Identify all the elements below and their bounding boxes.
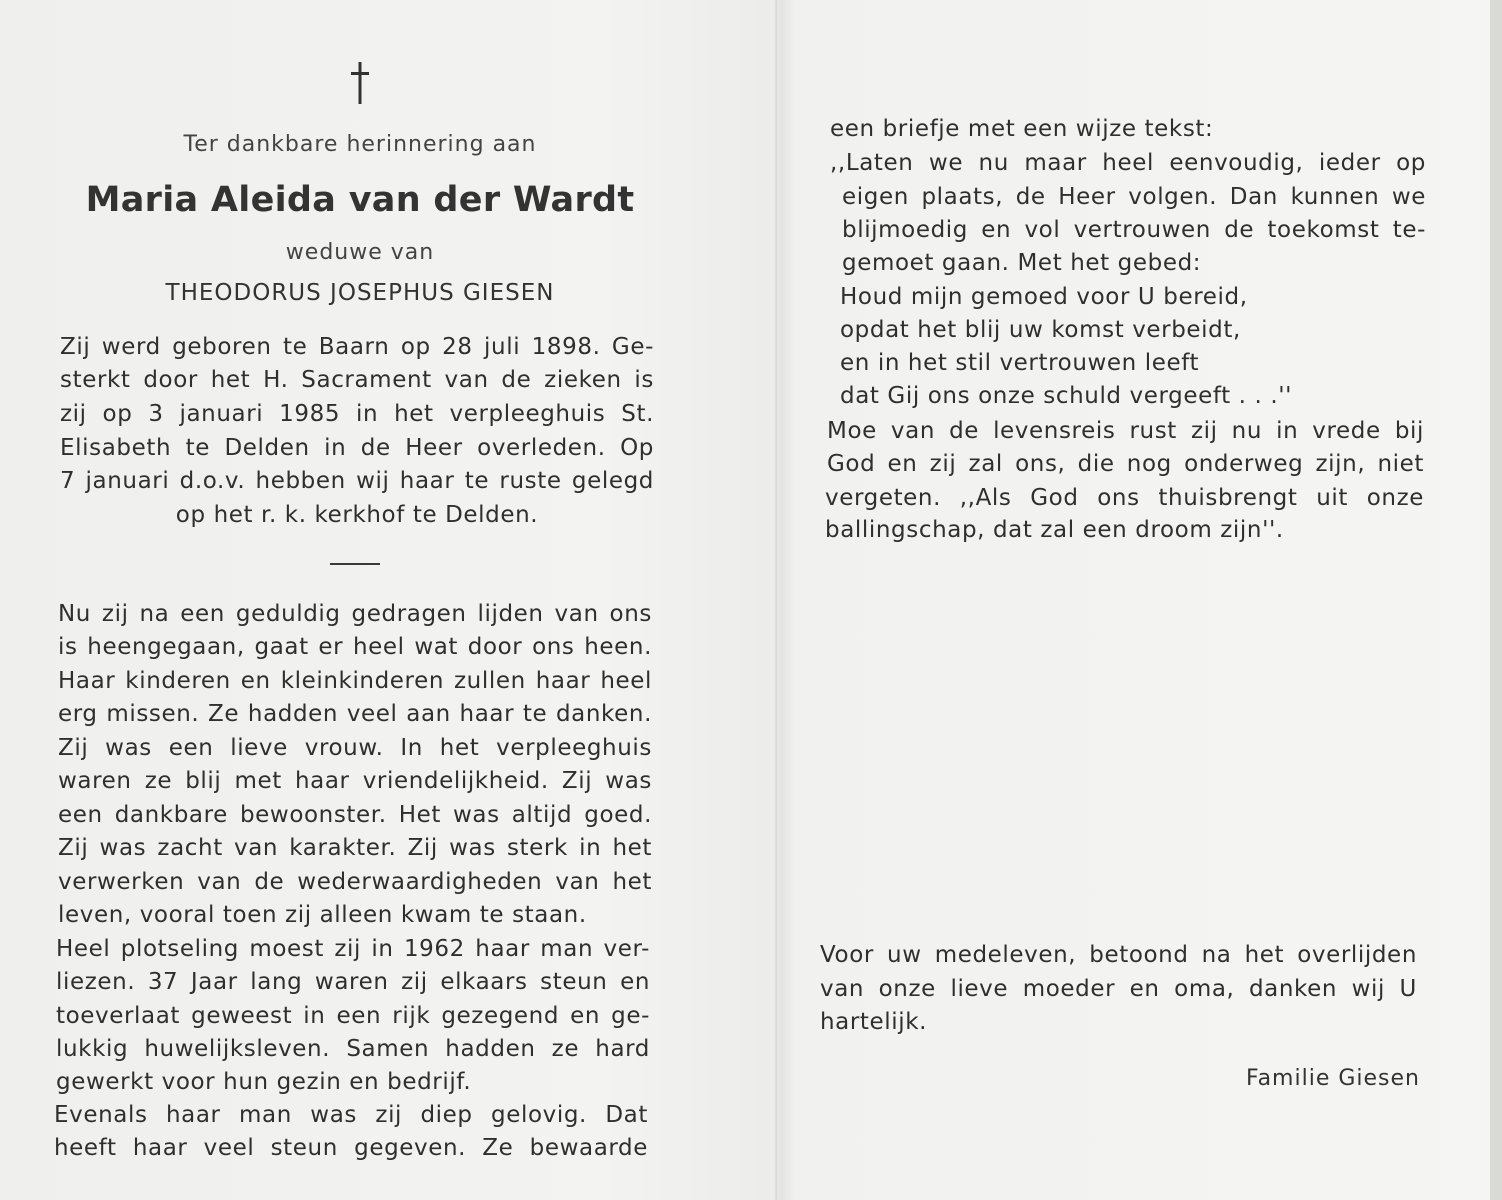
text-line: Zij was een lieve vrouw. In het verpleeghuis <box>58 735 652 761</box>
text-line: een dankbare bewoonster. Het was altijd goed. <box>58 802 652 828</box>
announcement-line: Elisabeth te Delden in de Heer overleden. Op <box>60 435 654 461</box>
text-line: is heengegaan, gaat er heel wat door ons heen. <box>58 634 652 660</box>
thanks-line: hartelijk. <box>820 1009 928 1035</box>
text-line: Haar kinderen en kleinkinderen zullen haar heel <box>58 668 652 694</box>
poem-line: opdat het blij uw komst verbeidt, <box>840 317 1241 343</box>
text-line: vergeten. ,,Als God ons thuisbrengt uit onze <box>825 485 1424 511</box>
text-line: lukkig huwelijksleven. Samen hadden ze hard <box>56 1036 650 1062</box>
thanks-line: van onze lieve moeder en oma, danken wij U <box>820 976 1417 1002</box>
text-line: gewerkt voor hun gezin en bedrijf. <box>56 1069 472 1095</box>
text-line: blijmoedig en vol vertrouwen de toekomst te- <box>842 217 1426 243</box>
signature: Familie Giesen <box>1245 1066 1420 1091</box>
husband-name: THEODORUS JOSEPHUS GIESEN <box>165 280 555 306</box>
announcement-line: 7 januari d.o.v. hebben wij haar te ruste gelegd <box>60 468 654 494</box>
text-line: Moe van de levensreis rust zij nu in vrede bij <box>827 418 1424 444</box>
text-line: Zij was zacht van karakter. Zij was sterk in het <box>58 835 652 861</box>
card-edge <box>1490 0 1502 1200</box>
announcement-line: sterkt door het H. Sacrament van de zieken is <box>60 367 654 393</box>
announcement-line: zij op 3 januari 1985 in het verpleeghuis St. <box>60 401 654 427</box>
announcement-line: op het r. k. kerkhof te Delden. <box>175 502 539 528</box>
text-line: God en zij zal ons, die nog onderweg zijn, niet <box>827 451 1424 477</box>
text-line: leven, vooral toen zij alleen kwam te staan. <box>58 902 587 928</box>
poem-line: en in het stil vertrouwen leeft <box>840 350 1200 376</box>
announcement-line: Zij werd geboren te Baarn op 28 juli 1898. Ge- <box>60 334 654 360</box>
deceased-name: Maria Aleida van der Wardt <box>85 180 635 220</box>
cross-icon <box>340 58 380 108</box>
intro-line: Ter dankbare herinnering aan <box>183 132 537 157</box>
text-line: ballingschap, dat zal een droom zijn''. <box>825 517 1284 543</box>
card-fold <box>775 0 778 1200</box>
text-line: erg missen. Ze hadden veel aan haar te danken. <box>58 701 652 727</box>
text-line: toeverlaat geweest in een rijk gezegend en ge- <box>56 1003 650 1029</box>
text-line: Evenals haar man was zij diep gelovig. Dat <box>54 1102 648 1128</box>
text-line: heeft haar veel steun gegeven. Ze bewaarde <box>54 1135 648 1161</box>
text-line: Heel plotseling moest zij in 1962 haar man ver- <box>56 936 650 962</box>
divider <box>330 563 380 565</box>
text-line: ,,Laten we nu maar heel eenvoudig, ieder op <box>830 150 1426 176</box>
text-line: gemoet gaan. Met het gebed: <box>842 250 1202 276</box>
widow-of-label: weduwe van <box>285 240 435 265</box>
poem-line: dat Gij ons onze schuld vergeeft . . .'' <box>840 383 1293 409</box>
text-line: Nu zij na een geduldig gedragen lijden van ons <box>58 601 652 627</box>
text-line: verwerken van de wederwaardigheden van het <box>58 869 652 895</box>
poem-line: Houd mijn gemoed voor U bereid, <box>840 284 1248 310</box>
text-line: waren ze blij met haar vriendelijkheid. Zij was <box>58 768 652 794</box>
thanks-line: Voor uw medeleven, betoond na het overlijden <box>820 942 1417 968</box>
text-line: een briefje met een wijze tekst: <box>830 116 1214 142</box>
text-line: eigen plaats, de Heer volgen. Dan kunnen we <box>842 184 1426 210</box>
text-line: liezen. 37 Jaar lang waren zij elkaars steun en <box>56 969 650 995</box>
